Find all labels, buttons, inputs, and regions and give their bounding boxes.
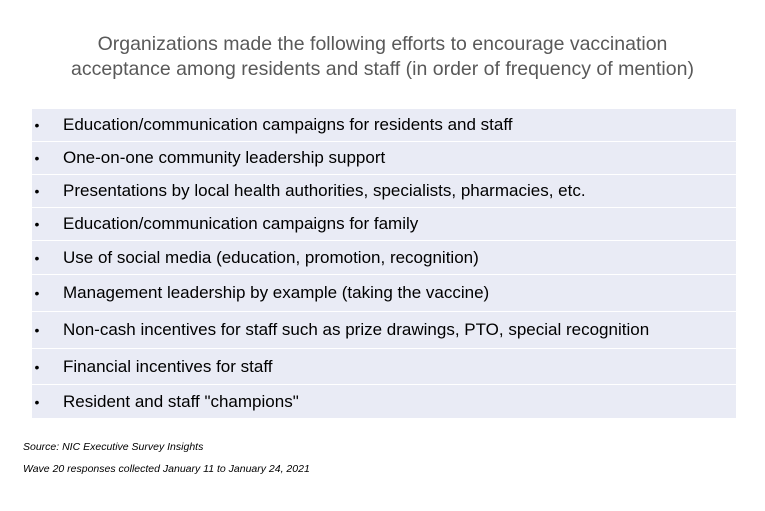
list-item: [32, 275, 736, 312]
bullet-icon: •: [34, 117, 40, 133]
bullet-icon: •: [34, 322, 40, 338]
list-item: [32, 175, 736, 208]
title-line-1: Organizations made the following efforts to encourage vaccination: [97, 33, 668, 55]
list-item-text: Education/communication campaigns for residents and staff: [63, 115, 513, 134]
bullet-icon: •: [34, 216, 40, 232]
efforts-list: [32, 109, 736, 418]
bullet-icon: •: [34, 150, 40, 166]
list-item: [32, 109, 736, 142]
bullet-icon: •: [34, 393, 40, 410]
list-item-text: Resident and staff "champions": [63, 391, 299, 411]
bullet-icon: •: [34, 285, 40, 301]
list-item: [32, 241, 736, 275]
wave-note: Wave 20 responses collected January 11 to January 24, 2021: [23, 463, 310, 475]
list-item: [32, 349, 736, 385]
list-item-text: Non-cash incentives for staff such as prize drawings, PTO, special recognition: [63, 320, 650, 339]
list-item: [32, 385, 736, 418]
list-item-text: Presentations by local health authorities, specialists, pharmacies, etc.: [63, 181, 586, 200]
list-item: [32, 208, 736, 241]
list-item: [32, 142, 736, 175]
bullet-icon: •: [34, 183, 40, 199]
list-item-text: Use of social media (education, promotion, recognition): [63, 247, 479, 267]
list-item-text: One-on-one community leadership support: [63, 148, 386, 167]
list-item: [32, 312, 736, 349]
page-title: [0, 32, 765, 82]
list-item-text: Education/communication campaigns for family: [63, 214, 419, 233]
list-item-text: Financial incentives for staff: [63, 356, 273, 376]
title-line-2: acceptance among residents and staff (in order of frequency of mention): [71, 58, 694, 80]
bullet-icon: •: [34, 249, 40, 266]
bullet-icon: •: [34, 358, 40, 375]
source-note: Source: NIC Executive Survey Insights: [23, 441, 204, 453]
list-item-text: Management leadership by example (taking the vaccine): [63, 283, 490, 302]
